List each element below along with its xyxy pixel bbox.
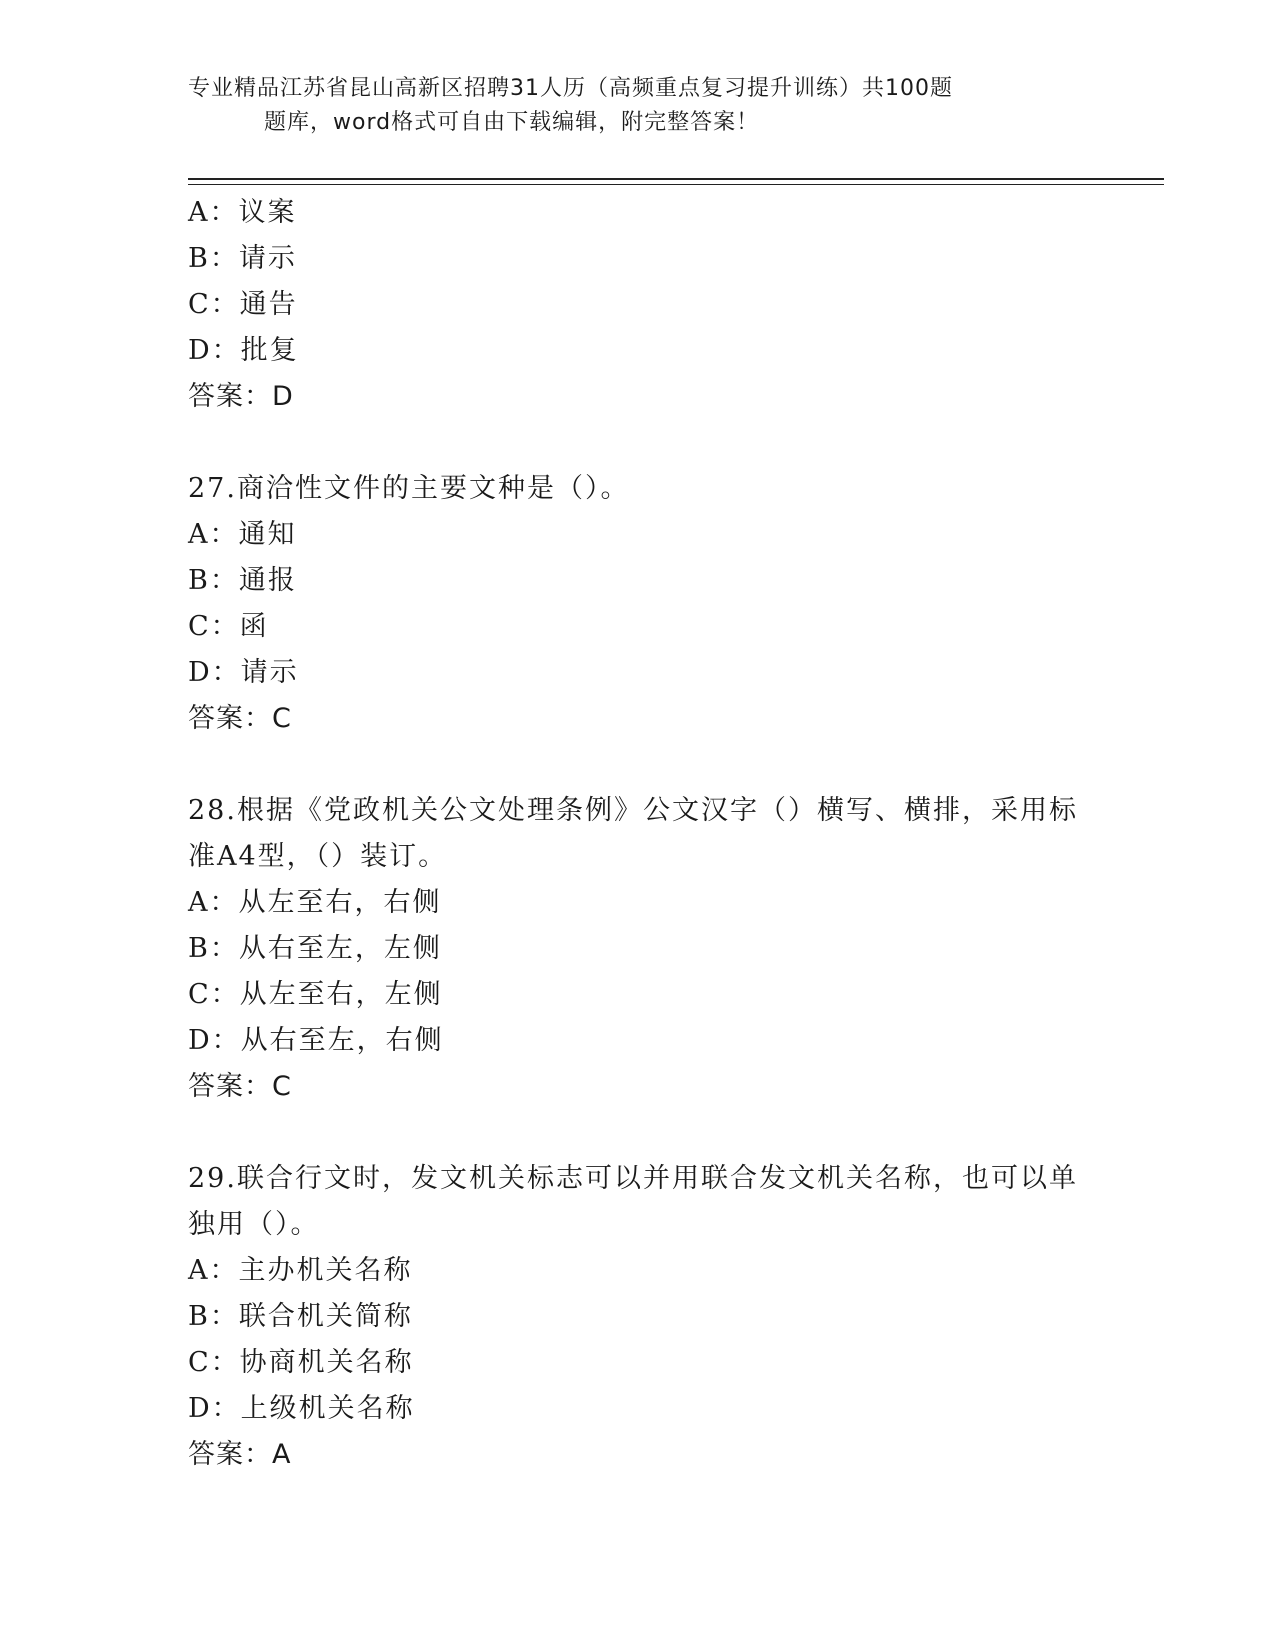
- answer: 答案：C: [188, 703, 292, 734]
- header-rule-thin: [188, 184, 1164, 185]
- spacer: [188, 742, 1088, 788]
- option-b: B：从右至左，左侧: [188, 933, 442, 964]
- question-text-continued: 准A4型，（）装订。: [188, 841, 448, 872]
- option-d: D：上级机关名称: [188, 1393, 415, 1424]
- header-title-line-1: 专业精品江苏省昆山高新区招聘31人历（高频重点复习提升训练）共100题: [188, 76, 953, 101]
- question-text: 29.联合行文时，发文机关标志可以并用联合发文机关名称，也可以单: [188, 1163, 1078, 1194]
- option-b: B：通报: [188, 565, 297, 596]
- question-block-28: [188, 788, 1088, 1110]
- answer: 答案：A: [188, 1439, 292, 1470]
- option-a: A：议案: [188, 197, 297, 228]
- document-header: [188, 72, 1088, 140]
- question-text-continued: 独用（）。: [188, 1209, 320, 1240]
- spacer: [188, 1110, 1088, 1156]
- header-title-line-2: 题库，word格式可自由下载编辑，附完整答案！: [264, 110, 760, 135]
- answer: 答案：D: [188, 381, 294, 412]
- option-d: D：从右至左，右侧: [188, 1025, 444, 1056]
- spacer: [188, 420, 1088, 466]
- question-list: [188, 190, 1088, 1478]
- question-block-29: [188, 1156, 1088, 1478]
- option-c: C：协商机关名称: [188, 1347, 414, 1378]
- question-text: 28.根据《党政机关公文处理条例》公文汉字（）横写、横排，采用标: [188, 795, 1078, 826]
- option-b: B：联合机关简称: [188, 1301, 413, 1332]
- option-a: A：通知: [188, 519, 297, 550]
- question-block-26: [188, 190, 1088, 420]
- option-c: C：通告: [188, 289, 298, 320]
- answer: 答案：C: [188, 1071, 292, 1102]
- question-block-27: [188, 466, 1088, 742]
- question-text: 27.商洽性文件的主要文种是（）。: [188, 473, 630, 504]
- option-d: D：批复: [188, 335, 299, 366]
- option-c: C：从左至右，左侧: [188, 979, 443, 1010]
- option-c: C：函: [188, 611, 269, 642]
- header-rule-thick: [188, 178, 1164, 180]
- option-a: A：主办机关名称: [188, 1255, 413, 1286]
- option-a: A：从左至右，右侧: [188, 887, 442, 918]
- option-d: D：请示: [188, 657, 299, 688]
- option-b: B：请示: [188, 243, 297, 274]
